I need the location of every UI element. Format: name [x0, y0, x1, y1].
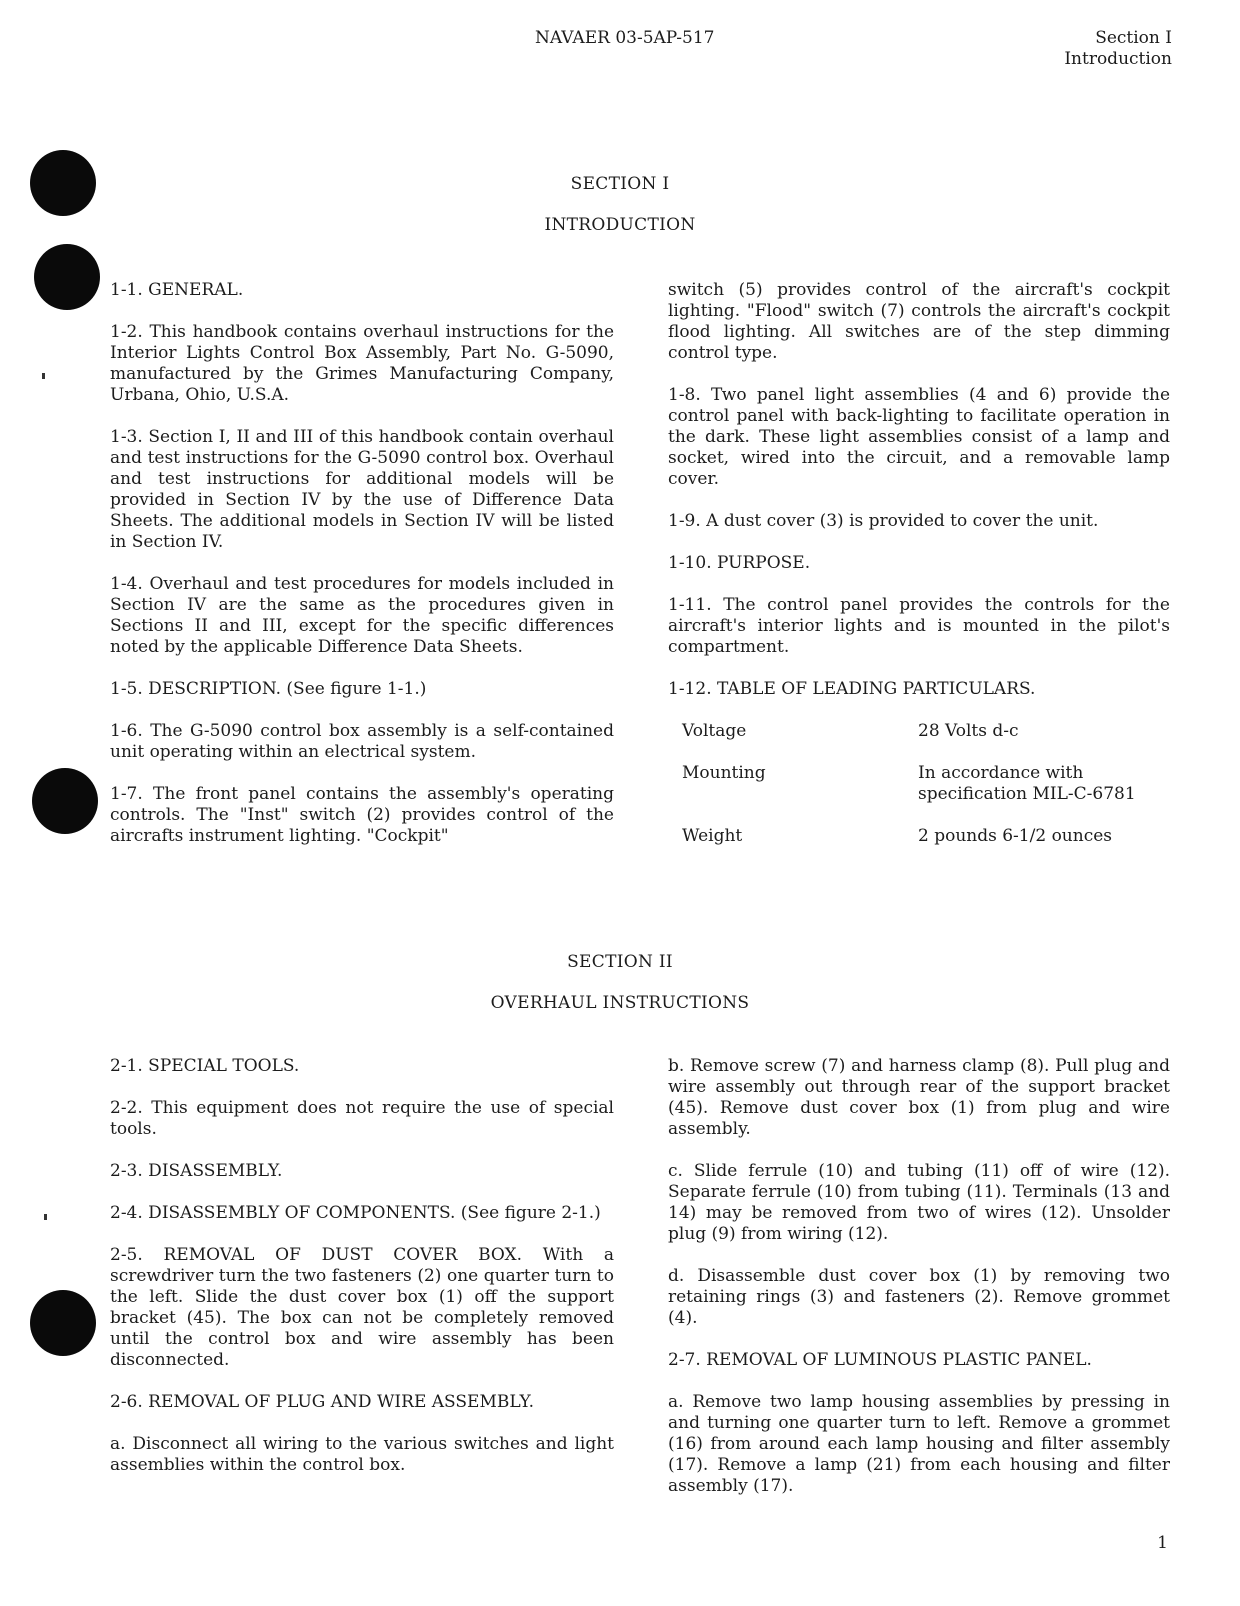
table-row: [668, 826, 1170, 868]
margin-mark: [44, 1214, 47, 1220]
page-number: 1: [1157, 1533, 1168, 1553]
binder-hole-2: [34, 244, 100, 310]
particular-value: In accordance with specification MIL-C-6781: [918, 763, 1136, 804]
paragraph-2-6-d: d. Disassemble dust cover box (1) by removing two retaining rings (3) and fasteners (2). Remove grommet (4).: [668, 1266, 1170, 1328]
binder-hole-4: [30, 1290, 96, 1356]
paragraph-1-8: 1-8. Two panel light assemblies (4 and 6) provide the control panel with back-lighting to facilitate operation in the dark. These light assemblies consist of a lamp and socket, wired into the circuit, and a removable lamp cover.: [668, 385, 1170, 489]
paragraph-1-6: 1-6. The G-5090 control box assembly is a self-contained unit operating within an electrical system.: [110, 721, 614, 762]
paragraph-2-6-b: b. Remove screw (7) and harness clamp (8). Pull plug and wire assembly out through rear of the support bracket (45). Remove dust cover box (1) from plug and wire assembly.: [668, 1056, 1170, 1139]
running-section-name: Introduction: [1064, 49, 1172, 69]
paragraph-2-5: 2-5. REMOVAL OF DUST COVER BOX. With a screwdriver turn the two fasteners (2) one quarter turn to the left. Slide the dust cover box (1) off the support bracket (45). The box can not be completely removed until the control box and wire assembly has been disconnected.: [110, 1245, 614, 1370]
section-1-right-column: [668, 280, 1170, 868]
binder-hole-3: [32, 768, 98, 834]
paragraph-2-3: 2-3. DISASSEMBLY.: [110, 1161, 283, 1181]
section-2-left-column: [110, 1056, 614, 1476]
margin-mark: [42, 373, 45, 379]
section-2-title: SECTION II: [567, 952, 673, 972]
paragraph-1-10: 1-10. PURPOSE.: [668, 553, 811, 573]
document-number: NAVAER 03-5AP-517: [535, 28, 715, 48]
paragraph-2-6-a: a. Disconnect all wiring to the various switches and light assemblies within the control box.: [110, 1434, 614, 1475]
particular-value: 2 pounds 6-1/2 ounces: [918, 826, 1113, 846]
particular-label: Voltage: [682, 721, 747, 741]
leading-particulars-table: [668, 721, 1170, 868]
paragraph-2-7: 2-7. REMOVAL OF LUMINOUS PLASTIC PANEL.: [668, 1350, 1092, 1370]
paragraph-1-4: 1-4. Overhaul and test procedures for models included in Section IV are the same as the procedures given in Sections II and III, except for the specific differences noted by the applicable Difference Data Sheets.: [110, 574, 614, 657]
paragraph-1-1: 1-1. GENERAL.: [110, 280, 244, 300]
particular-value: 28 Volts d-c: [918, 721, 1019, 741]
particular-label: Mounting: [682, 763, 766, 783]
section-2-subtitle: OVERHAUL INSTRUCTIONS: [490, 993, 750, 1013]
section-1-left-column: [110, 280, 614, 847]
paragraph-2-4: 2-4. DISASSEMBLY OF COMPONENTS. (See figure 2-1.): [110, 1203, 601, 1223]
section-2-right-column: [668, 1056, 1170, 1497]
running-section-number: Section I: [1095, 28, 1172, 48]
paragraph-1-7-continued: switch (5) provides control of the aircraft's cockpit lighting. "Flood" switch (7) controls the aircraft's cockpit flood lighting. All switches are of the step dimming control type.: [668, 280, 1170, 363]
paragraph-1-2: 1-2. This handbook contains overhaul instructions for the Interior Lights Control Box Assembly, Part No. G-5090, manufactured by the Grimes Manufacturing Company, Urbana, Ohio, U.S.A.: [110, 322, 614, 405]
paragraph-2-6-c: c. Slide ferrule (10) and tubing (11) off of wire (12). Separate ferrule (10) from tubing (11). Terminals (13 and 14) may be removed from two of wires (12). Unsolder plug (9) from wiring (12).: [668, 1161, 1170, 1244]
paragraph-1-9: 1-9. A dust cover (3) is provided to cover the unit.: [668, 511, 1099, 531]
running-section-header: [1064, 28, 1172, 70]
section-1-subtitle: INTRODUCTION: [544, 215, 696, 235]
paragraph-1-7: 1-7. The front panel contains the assembly's operating controls. The "Inst" switch (2) provides control of the aircrafts instrument lighting. "Cockpit": [110, 784, 614, 846]
paragraph-2-2: 2-2. This equipment does not require the use of special tools.: [110, 1098, 614, 1139]
paragraph-2-7-a: a. Remove two lamp housing assemblies by pressing in and turning one quarter turn to left. Remove a grommet (16) from around each lamp housing and filter assembly (17). Remove a lamp (21) from each housing and filter assembly (17).: [668, 1392, 1170, 1496]
paragraph-1-12: 1-12. TABLE OF LEADING PARTICULARS.: [668, 679, 1036, 699]
paragraph-1-11: 1-11. The control panel provides the controls for the aircraft's interior lights and is mounted in the pilot's compartment.: [668, 595, 1170, 657]
paragraph-2-6: 2-6. REMOVAL OF PLUG AND WIRE ASSEMBLY.: [110, 1392, 534, 1412]
paragraph-2-1: 2-1. SPECIAL TOOLS.: [110, 1056, 300, 1076]
section-1-title: SECTION I: [570, 174, 670, 194]
paragraph-1-5: 1-5. DESCRIPTION. (See figure 1-1.): [110, 679, 427, 699]
particular-label: Weight: [682, 826, 743, 846]
table-row: [668, 721, 1170, 763]
table-row: [668, 763, 1170, 826]
paragraph-1-3: 1-3. Section I, II and III of this handbook contain overhaul and test instructions for the G-5090 control box. Overhaul and test instructions for additional models will be provided in Section IV by the use of Difference Data Sheets. The additional models in Section IV will be listed in Section IV.: [110, 427, 614, 552]
